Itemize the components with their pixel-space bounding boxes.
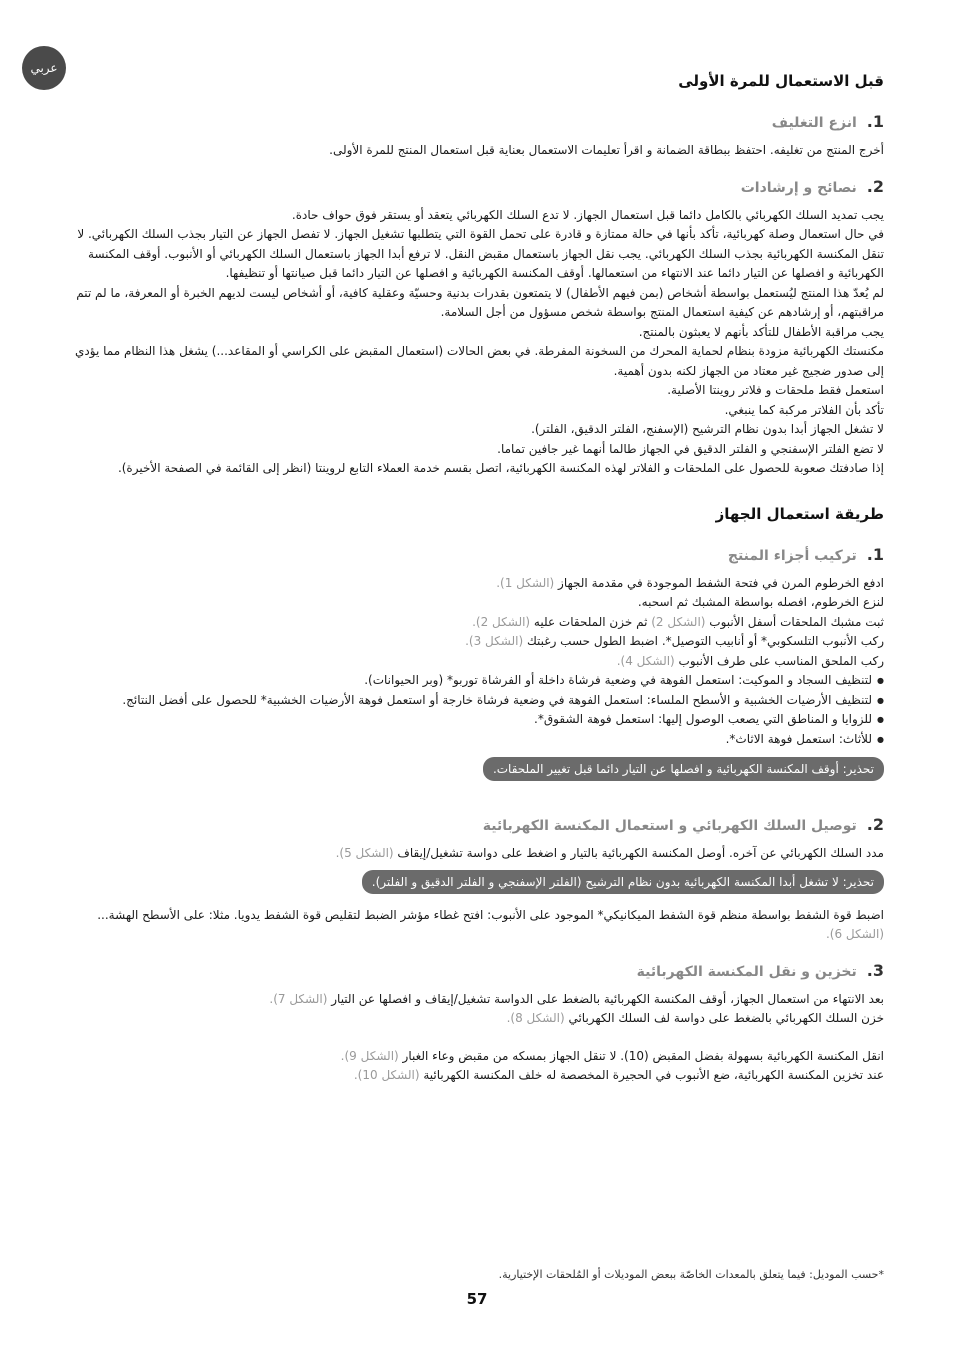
paragraph: ركب الأنبوب التلسكوبي* أو أنابيب التوصيل*. اضبط الطول حسب رغبتك (الشكل 3). <box>465 634 884 648</box>
manual-page <box>62 72 884 1102</box>
paragraph: لم يُعدّ هذا المنتج ليُستعمل بواسطة أشخاص (بمن فيهم الأطفال) لا يتمتعون بقدرات بدنية وحسيّة وعقلية كافية، أو أشخاص ليست لديهم الخبرة أو المعرفة، ما لم تتم مراقبتهم، أو إرشادهم عن كيفية استعمال المنتج بواسطة شخص مسؤول من أجل السلامة. <box>76 285 884 319</box>
list-item: ● للأثاث: استعمل فوهة الاثاث*. <box>62 730 884 750</box>
paragraph: تأكد بأن الفلاتر مركبة كما ينبغي. <box>724 402 884 417</box>
list-item: ● لتنظيف الأرضيات الخشبية و الأسطح الملساء: استعمل الفوهة في وضعية فرشاة خارجة أو استعمل فوهة الأرضيات الخشبية* للحصول على أفضل النتائج. <box>62 691 884 711</box>
figure-reference: (الشكل 2). <box>472 614 531 629</box>
paragraph: يجب مراقبة الأطفال للتأكد بأنهم لا يعبثون بالمنتج. <box>638 324 884 339</box>
paragraph: مكنستك الكهربائية مزودة بنظام لحماية المحرك من السخونة المفرطة. في بعض الحالات (استعمال المقبض على الكراسي أو المقاعد...) يشغل هذا النظام مما يؤدي إلى صدور ضجيج غير معتاد من الجهاز لكنه بدون أهمية. <box>75 344 884 378</box>
list-item: ● للزوايا و المناطق التي يصعب الوصول إليها: استعمل فوهة الشقوق*. <box>62 710 884 730</box>
subsection-heading: 3.تخزين و نقل المكنسة الكهربائية <box>636 960 884 980</box>
paragraph: لا تشغل الجهاز أبدا بدون نظام الترشيح (الإسفنج، الفلتر الدقيق، الفلتر). <box>531 422 884 436</box>
warning-banner: تحذير: أوقف المكنسة الكهربائية و افصلها عن التيار دائما قبل تغيير الملحقات. <box>483 757 884 781</box>
subsection-heading: 1.تركيب أجزاء المنتج <box>727 544 884 564</box>
page-number: 57 <box>466 1290 488 1308</box>
paragraph: أخرج المنتج من تغليفه. احتفظ ببطاقة الضمانة و اقرأ تعليمات الاستعمال بعناية قبل استعمال المنتج للمرة الأولى. <box>329 143 884 157</box>
subsection-assembly <box>62 545 884 800</box>
figure-reference: (الشكل 1). <box>496 575 555 590</box>
paragraph: يجب تمديد السلك الكهربائي بالكامل دائما قبل استعمال الجهاز. لا تدع السلك الكهربائي يتعقد أو يستقر فوق حواف حادة. <box>291 207 884 222</box>
figure-reference: (الشكل 6). <box>825 927 884 941</box>
figure-reference: (الشكل 7). <box>269 991 328 1006</box>
subsection-heading: 1.انزع التغليف <box>771 112 884 131</box>
figure-reference: (الشكل 4). <box>616 653 675 668</box>
paragraph: في حال استعمال وصلة كهربائية، تأكد بأنها في حالة ممتازة و قادرة على تحمل القوة التي يتطلبها تشغيل الجهاز. لا تفصل الجهاز عن التيار بجذب السلك الكهربائي. لا تنقل المكنسة الكهربائية بجذب السلك الكهربائي. يجب نقل الجهاز باستعمال مقبض النقل. لا ترفع أبدا الجهاز باستعمال السلك الكهربائي أو الأنبوب. أوقف المكنسة الكهربائية و افصلها عن التيار دائما عند الانتهاء من استعمالها. أوقف المكنسة الكهربائية و افصلها عن التيار دائما قبل صيانتها أو تنظيفها. <box>77 227 884 280</box>
list-item: ● لتنظيف السجاد و الموكيت: استعمل الفوهة في وضعية فرشاة داخلة أو الفرشاة توربو* (وبر الحيوانات). <box>62 671 884 691</box>
paragraph: عند تخزين المكنسة الكهربائية، ضع الأنبوب في الحجيرة المخصصة له خلف المكنسة الكهربائية (الشكل 10). <box>353 1068 884 1082</box>
paragraph: ثبت مشبك الملحقات أسفل الأنبوب (الشكل 2) ثم خزن الملحقات عليه (الشكل 2). <box>472 614 884 629</box>
subsection-cord-and-use <box>62 815 884 945</box>
section-title-before-first-use: قبل الاستعمال للمرة الأولى <box>678 72 884 90</box>
figure-reference: (الشكل 10). <box>353 1068 420 1082</box>
paragraph: ركب الملحق المناسب على طرف الأنبوب (الشكل 4). <box>616 653 884 668</box>
footnote: *حسب الموديل: فيما يتعلق بالمعدات الخاصّة ببعض الموديلات أو المُلحقات الإختيارية. <box>498 1268 884 1281</box>
paragraph: مدد السلك الكهربائي عن آخره. أوصل المكنسة الكهربائية بالتيار و اضغط على دواسة تشغيل/إيقاف (الشكل 5). <box>335 846 884 860</box>
paragraph: خزن السلك الكهربائي بالضغط على دواسة لف السلك الكهربائي (الشكل 8). <box>506 1011 884 1025</box>
accessory-list <box>62 671 884 749</box>
paragraph: استعمل فقط ملحقات و فلاتر روينتا الأصلية. <box>667 383 884 397</box>
section-title-how-to-use: طريقة استعمال الجهاز <box>715 504 884 523</box>
paragraph: لنزع الخرطوم، افصله بواسطة المشبك ثم اسحبه. <box>637 595 884 609</box>
subsection-heading: 2.توصيل السلك الكهربائي و استعمال المكنسة الكهربائية <box>482 815 884 834</box>
subsection-heading: 2.نصائح و إرشادات <box>740 176 884 196</box>
figure-reference: (الشكل 9). <box>340 1048 399 1063</box>
language-badge: عربي <box>22 46 66 90</box>
subsection-advice <box>62 177 884 479</box>
paragraph: بعد الانتهاء من استعمال الجهاز، أوقف المكنسة الكهربائية بالضغط على الدواسة تشغيل/إيقاف و افصلها عن التيار (الشكل 7). <box>269 991 884 1006</box>
figure-reference: (الشكل 2) <box>651 614 706 629</box>
paragraph: إذا صادفتك صعوبة للحصول على الملحقات و الفلاتر لهذه المكنسة الكهربائية، اتصل بقسم خدمة العملاء التابع لروينتا (انظر إلى القائمة في الصفحة الأخيرة). <box>117 461 884 475</box>
paragraph: اضبط قوة الشفط بواسطة منظم قوة الشفط الميكانيكي* الموجود على الأنبوب: افتح غطاء مؤشر الضبط لتقليص قوة الشفط يدويا. مثلا: على الأسطح الهشة... (الشكل 6). <box>97 907 884 941</box>
paragraph: لا تضع الفلتر الإسفنجي و الفلتر الدقيق في الجهاز طالما أنهما غير جافين تماما. <box>497 441 884 456</box>
figure-reference: (الشكل 8). <box>506 1011 565 1025</box>
figure-reference: (الشكل 3). <box>465 634 524 648</box>
paragraph: انقل المكنسة الكهربائية بسهولة بفضل المقبض (10). لا تنقل الجهاز بمسكه من مقبض وعاء الغبار (الشكل 9). <box>340 1048 884 1063</box>
figure-reference: (الشكل 5). <box>335 846 394 860</box>
subsection-storage <box>62 961 884 1086</box>
subsection-unpacking <box>62 112 884 161</box>
paragraph: ادفع الخرطوم المرن في فتحة الشفط الموجودة في مقدمة الجهاز (الشكل 1). <box>496 575 884 590</box>
warning-banner: تحذير: لا تشغل أبدا المكنسة الكهربائية بدون نظام الترشيح (الفلتر الإسفنجي و الفلتر الدقيق و الفلتر). <box>362 870 884 894</box>
